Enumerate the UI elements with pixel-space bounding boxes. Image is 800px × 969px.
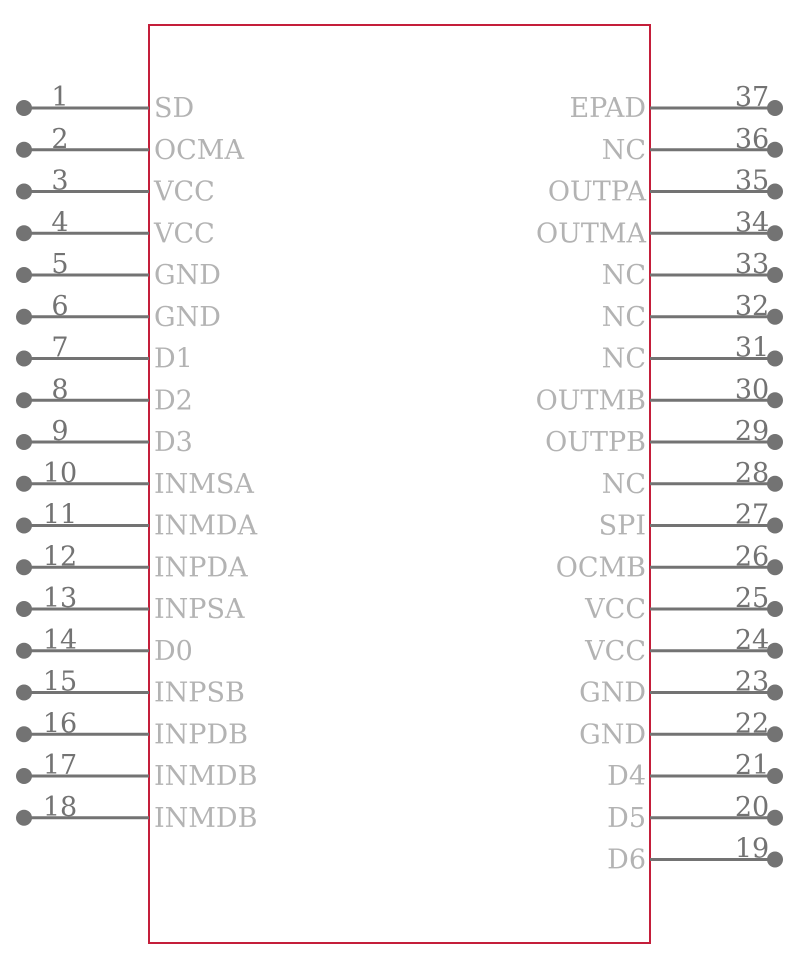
pin-name-label: INMDA — [154, 510, 258, 542]
pin-number: 1 — [51, 82, 69, 113]
pin-number: 24 — [734, 624, 770, 656]
pin-name-label: NC — [601, 260, 646, 291]
pin-endpoint-dot — [16, 601, 32, 617]
pin-endpoint-dot — [16, 518, 32, 534]
pin-name-label: INPSA — [154, 594, 245, 625]
pin-endpoint-dot — [767, 476, 783, 492]
pin-17 — [16, 750, 257, 792]
pin-30 — [536, 374, 783, 416]
pin-name-label: GND — [154, 301, 221, 333]
pin-13 — [16, 583, 245, 625]
pin-number: 18 — [42, 791, 78, 823]
pin-name-label: SPI — [598, 510, 646, 542]
pin-34 — [536, 207, 783, 249]
pin-endpoint-dot — [16, 142, 32, 158]
pin-number: 2 — [51, 123, 69, 155]
pin-3 — [16, 166, 215, 208]
pin-number: 25 — [734, 583, 770, 614]
pin-number: 9 — [51, 416, 69, 447]
pin-number: 23 — [734, 666, 770, 698]
pin-name-label: INMDB — [154, 802, 258, 834]
pin-endpoint-dot — [16, 392, 32, 408]
right-pin-group — [536, 82, 783, 876]
pin-number: 31 — [734, 332, 770, 364]
pin-endpoint-dot — [767, 267, 783, 283]
pin-29 — [545, 416, 783, 458]
pin-endpoint-dot — [16, 643, 32, 659]
pin-endpoint-dot — [16, 685, 32, 701]
pin-20 — [607, 792, 783, 834]
pin-name-label: OCMA — [154, 134, 244, 166]
pin-endpoint-dot — [767, 852, 783, 868]
pin-endpoint-dot — [767, 309, 783, 325]
pin-number: 16 — [42, 708, 78, 740]
pin-number: 21 — [734, 750, 770, 781]
pin-endpoint-dot — [767, 184, 783, 200]
pin-number: 33 — [734, 249, 770, 280]
pin-endpoint-dot — [767, 434, 783, 450]
pin-endpoint-dot — [16, 434, 32, 450]
pin-name-label: D6 — [607, 844, 646, 876]
pin-24 — [584, 625, 783, 667]
pin-number: 19 — [734, 833, 770, 865]
pin-name-label: GND — [579, 719, 646, 751]
pin-endpoint-dot — [767, 685, 783, 701]
pin-name-label: NC — [601, 343, 646, 375]
pin-endpoint-dot — [767, 643, 783, 659]
pin-endpoint-dot — [767, 726, 783, 742]
pin-name-label: SD — [154, 93, 195, 124]
pin-endpoint-dot — [16, 309, 32, 325]
pin-25 — [584, 583, 783, 625]
pin-number: 30 — [734, 374, 770, 406]
pin-27 — [599, 500, 783, 542]
pin-number: 20 — [734, 791, 770, 823]
pin-endpoint-dot — [767, 601, 783, 617]
pin-9 — [16, 416, 193, 458]
pin-number: 10 — [42, 457, 78, 489]
pin-1 — [16, 82, 194, 124]
pin-number: 3 — [51, 165, 69, 197]
pin-7 — [16, 333, 193, 375]
pin-name-label: OUTMB — [535, 385, 646, 417]
pin-number: 28 — [734, 457, 770, 489]
pin-endpoint-dot — [16, 726, 32, 742]
pin-number: 12 — [42, 541, 78, 573]
pin-5 — [16, 249, 221, 291]
pin-name-label: NC — [601, 468, 646, 500]
pin-number: 22 — [734, 708, 770, 740]
pin-name-label: NC — [601, 134, 646, 166]
pin-endpoint-dot — [767, 559, 783, 575]
pin-name-label: INPDA — [154, 552, 248, 584]
pin-6 — [16, 291, 221, 333]
pin-endpoint-dot — [16, 768, 32, 784]
pin-36 — [602, 124, 783, 166]
pin-21 — [607, 750, 783, 792]
pin-number: 37 — [734, 82, 770, 113]
pin-name-label: INPDB — [154, 719, 248, 751]
pin-name-label: INPSB — [154, 677, 245, 709]
pin-name-label: INMSA — [154, 468, 254, 500]
pin-name-label: D0 — [154, 635, 193, 667]
pin-number: 35 — [734, 165, 770, 197]
pin-number: 34 — [734, 207, 770, 239]
pin-name-label: VCC — [154, 176, 215, 208]
pin-number: 29 — [734, 416, 770, 447]
pin-number: 36 — [734, 123, 770, 155]
pin-name-label: INMDB — [154, 761, 258, 792]
pin-number: 26 — [734, 541, 770, 573]
pin-number: 4 — [51, 207, 69, 239]
left-pin-group — [16, 82, 258, 834]
pin-name-label: GND — [579, 677, 646, 709]
pin-number: 8 — [51, 374, 69, 406]
pin-22 — [579, 708, 783, 750]
pin-number: 27 — [734, 499, 770, 531]
pin-name-label: D3 — [154, 427, 193, 458]
pin-endpoint-dot — [767, 518, 783, 534]
pin-name-label: VCC — [585, 594, 646, 625]
pin-35 — [548, 166, 783, 208]
pin-number: 14 — [42, 624, 78, 656]
pin-19 — [607, 834, 783, 876]
pin-name-label: D1 — [154, 343, 193, 375]
pin-name-label: NC — [601, 301, 646, 333]
pin-number: 32 — [734, 290, 770, 322]
pin-name-label: D5 — [607, 802, 646, 834]
pin-10 — [16, 458, 254, 500]
pin-endpoint-dot — [16, 476, 32, 492]
pin-15 — [16, 667, 245, 709]
pin-16 — [16, 708, 248, 750]
pin-number: 7 — [51, 332, 69, 364]
pin-12 — [16, 541, 248, 583]
pin-name-label: D4 — [607, 761, 646, 792]
pin-endpoint-dot — [16, 225, 32, 241]
pin-endpoint-dot — [767, 351, 783, 367]
pin-28 — [602, 458, 783, 500]
pin-8 — [16, 374, 193, 416]
pin-name-label: EPAD — [569, 93, 646, 124]
pin-endpoint-dot — [767, 768, 783, 784]
pin-11 — [16, 500, 258, 542]
pin-endpoint-dot — [16, 559, 32, 575]
pin-endpoint-dot — [767, 100, 783, 116]
pin-number: 17 — [42, 750, 78, 781]
pin-31 — [602, 333, 783, 375]
pin-endpoint-dot — [16, 810, 32, 826]
pin-endpoint-dot — [16, 100, 32, 116]
pin-23 — [579, 667, 783, 709]
pin-4 — [16, 207, 215, 249]
pin-37 — [569, 82, 783, 124]
pin-name-label: OCMB — [555, 552, 646, 584]
pin-endpoint-dot — [16, 267, 32, 283]
pin-name-label: OUTMA — [535, 218, 646, 250]
pin-endpoint-dot — [767, 810, 783, 826]
pin-number: 15 — [42, 666, 78, 698]
pin-number: 11 — [42, 499, 78, 531]
pin-number: 5 — [51, 249, 69, 280]
pin-endpoint-dot — [767, 392, 783, 408]
pin-name-label: OUTPB — [545, 427, 646, 458]
pin-2 — [16, 124, 244, 166]
pin-number: 6 — [51, 290, 69, 322]
pin-name-label: GND — [154, 260, 221, 291]
pin-14 — [16, 625, 193, 667]
pin-26 — [556, 541, 783, 583]
pin-32 — [602, 291, 783, 333]
pin-name-label: OUTPA — [547, 176, 646, 208]
pin-endpoint-dot — [16, 184, 32, 200]
pin-number: 13 — [42, 583, 78, 614]
pin-endpoint-dot — [767, 142, 783, 158]
pin-name-label: VCC — [585, 635, 646, 667]
pin-name-label: VCC — [154, 218, 215, 250]
pin-33 — [602, 249, 783, 291]
pin-18 — [16, 792, 257, 834]
pin-endpoint-dot — [16, 351, 32, 367]
pin-name-label: D2 — [154, 385, 193, 417]
pin-endpoint-dot — [767, 225, 783, 241]
